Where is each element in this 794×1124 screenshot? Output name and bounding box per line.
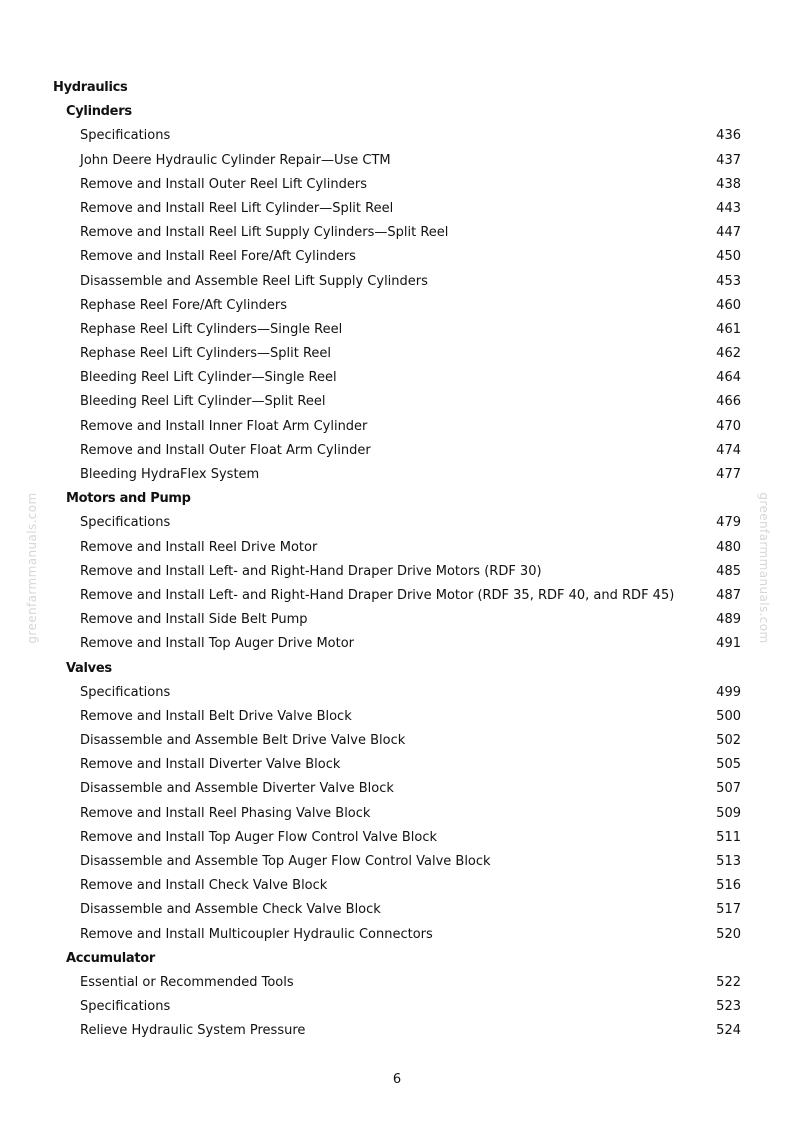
toc-entry-title: Remove and Install Reel Drive Motor [80, 539, 318, 555]
toc-entry-page: 466 [716, 394, 741, 410]
toc-entry-title: Remove and Install Side Belt Pump [80, 612, 308, 628]
watermark-left: greenfarmmanuals.com [25, 492, 39, 644]
toc-entry[interactable] [0, 1019, 794, 1043]
toc-entry-page: 485 [716, 563, 741, 579]
toc-entry-page: 438 [716, 176, 741, 192]
toc-entry-title: Disassemble and Assemble Reel Lift Supply Cylinders [80, 273, 428, 289]
section-title: Hydraulics [53, 80, 128, 95]
toc-entry-page: 462 [716, 346, 741, 362]
subsection-title: Accumulator [66, 950, 156, 966]
toc-entry-page: 461 [716, 321, 741, 337]
toc-entry-title: Essential or Recommended Tools [80, 974, 294, 990]
toc-entry-page: 513 [716, 854, 741, 869]
toc-entry-title: Remove and Install Top Auger Drive Motor [80, 636, 355, 652]
toc-entry[interactable] [0, 705, 794, 729]
subsection-heading[interactable] [0, 487, 794, 511]
toc-entry-page: 500 [716, 708, 741, 724]
toc-entry-title: Remove and Install Outer Float Arm Cylinder [80, 442, 371, 458]
toc-entry[interactable] [0, 802, 794, 826]
toc-entry-page: 453 [716, 273, 741, 289]
toc-entry-title: Remove and Install Reel Fore/Aft Cylinders [80, 249, 356, 265]
toc-entry-page: 505 [716, 757, 741, 773]
toc-entry[interactable] [0, 681, 794, 705]
toc-entry[interactable] [0, 318, 794, 342]
toc-entry[interactable] [0, 971, 794, 995]
subsection-heading[interactable] [0, 657, 794, 681]
toc-entry-page: 516 [716, 878, 741, 894]
toc-entry-page: 480 [716, 539, 741, 555]
toc-entry-page: 520 [716, 926, 741, 942]
toc-entry-page: 524 [716, 1023, 741, 1039]
toc-entry[interactable] [0, 173, 794, 197]
toc-entry-page: 507 [716, 781, 741, 797]
toc-entry-page: 522 [716, 974, 741, 990]
toc-entry[interactable] [0, 439, 794, 463]
toc-entry[interactable] [0, 270, 794, 294]
toc-entry-title: Remove and Install Reel Lift Cylinder—Split Reel [80, 200, 394, 216]
toc-entry-page: 489 [716, 612, 741, 628]
toc-entry-page: 511 [716, 829, 741, 845]
toc-entry-title: Specifications [80, 128, 171, 144]
subsection-title: Valves [66, 660, 112, 676]
toc-entry-title: Bleeding Reel Lift Cylinder—Single Reel [80, 370, 337, 386]
toc-entry[interactable] [0, 149, 794, 173]
toc-entry-page: 436 [716, 128, 741, 144]
toc-entry[interactable] [0, 584, 794, 608]
toc-entry-title: Specifications [80, 515, 171, 531]
toc-entry-page: 470 [716, 418, 741, 434]
toc-entry-title: John Deere Hydraulic Cylinder Repair—Use CTM [80, 152, 391, 168]
toc-entry-title: Remove and Install Outer Reel Lift Cylinders [80, 176, 368, 192]
table-of-contents [0, 76, 794, 1044]
toc-entry[interactable] [0, 850, 794, 874]
toc-entry[interactable] [0, 923, 794, 947]
subsection-heading[interactable] [0, 947, 794, 971]
toc-entry-title: Remove and Install Diverter Valve Block [80, 757, 341, 773]
toc-entry-title: Remove and Install Top Auger Flow Control Valve Block [80, 829, 438, 845]
toc-entry-title: Remove and Install Left- and Right-Hand Draper Drive Motor (RDF 35, RDF 40, and RDF 45) [80, 587, 675, 603]
toc-entry[interactable] [0, 898, 794, 922]
toc-entry-title: Remove and Install Reel Phasing Valve Block [80, 805, 371, 821]
toc-entry-title: Remove and Install Reel Lift Supply Cylinders—Split Reel [80, 225, 449, 241]
toc-entry-page: 464 [716, 370, 741, 386]
toc-entry-title: Rephase Reel Lift Cylinders—Split Reel [80, 346, 332, 362]
toc-entry[interactable] [0, 511, 794, 535]
toc-entry[interactable] [0, 366, 794, 390]
toc-entry-page: 477 [716, 467, 741, 482]
toc-entry-title: Rephase Reel Lift Cylinders—Single Reel [80, 321, 343, 337]
toc-entry[interactable] [0, 124, 794, 148]
page-number: 6 [392, 1072, 402, 1087]
toc-entry-page: 443 [716, 200, 741, 216]
toc-entry-page: 474 [716, 442, 741, 458]
toc-entry[interactable] [0, 826, 794, 850]
toc-entry-title: Remove and Install Check Valve Block [80, 878, 328, 894]
toc-entry-title: Disassemble and Assemble Belt Drive Valve Block [80, 733, 406, 749]
toc-entry[interactable] [0, 753, 794, 777]
subsection-heading[interactable] [0, 100, 794, 124]
toc-entry[interactable] [0, 221, 794, 245]
toc-entry-page: 487 [716, 587, 741, 603]
toc-entry-title: Remove and Install Left- and Right-Hand Draper Drive Motors (RDF 30) [80, 563, 542, 579]
toc-entry[interactable] [0, 390, 794, 414]
toc-entry[interactable] [0, 415, 794, 439]
toc-entry[interactable] [0, 874, 794, 898]
toc-entry-page: 491 [716, 636, 741, 652]
toc-entry[interactable] [0, 560, 794, 584]
toc-entry-page: 450 [716, 249, 741, 265]
toc-entry-title: Disassemble and Assemble Check Valve Block [80, 902, 381, 918]
toc-entry[interactable] [0, 777, 794, 801]
toc-groups [0, 100, 794, 1043]
toc-entry-page: 437 [716, 152, 741, 168]
toc-entry-title: Specifications [80, 999, 171, 1015]
toc-entry[interactable] [0, 729, 794, 753]
toc-entry-title: Remove and Install Inner Float Arm Cylinder [80, 418, 368, 434]
toc-entry[interactable] [0, 995, 794, 1019]
subsection-title: Cylinders [66, 104, 132, 120]
toc-entry-title: Disassemble and Assemble Diverter Valve Block [80, 781, 394, 797]
toc-entry[interactable] [0, 197, 794, 221]
toc-entry-page: 523 [716, 999, 741, 1015]
toc-entry[interactable] [0, 536, 794, 560]
section-heading[interactable] [0, 76, 794, 100]
toc-entry[interactable] [0, 294, 794, 318]
toc-entry-page: 447 [716, 225, 741, 241]
toc-entry-title: Bleeding HydraFlex System [80, 467, 260, 482]
subsection-title: Motors and Pump [66, 491, 191, 507]
toc-entry-page: 509 [716, 805, 741, 821]
toc-entry[interactable] [0, 463, 794, 487]
toc-entry[interactable] [0, 608, 794, 632]
toc-entry-title: Specifications [80, 684, 171, 700]
toc-entry-title: Relieve Hydraulic System Pressure [80, 1023, 306, 1039]
toc-entry-page: 479 [716, 515, 741, 531]
toc-entry-title: Disassemble and Assemble Top Auger Flow Control Valve Block [80, 854, 491, 869]
toc-entry[interactable] [0, 342, 794, 366]
toc-entry[interactable] [0, 245, 794, 269]
watermark-right: greenfarmmanuals.com [757, 492, 771, 644]
toc-entry-title: Rephase Reel Fore/Aft Cylinders [80, 297, 288, 313]
toc-entry-title: Remove and Install Multicoupler Hydraulic Connectors [80, 926, 433, 942]
toc-entry-page: 499 [716, 684, 741, 700]
toc-entry-page: 460 [716, 297, 741, 313]
toc-entry[interactable] [0, 632, 794, 656]
toc-entry-page: 517 [716, 902, 741, 918]
toc-entry-page: 502 [716, 733, 741, 749]
toc-entry-title: Remove and Install Belt Drive Valve Block [80, 708, 352, 724]
toc-entry-title: Bleeding Reel Lift Cylinder—Split Reel [80, 394, 326, 410]
